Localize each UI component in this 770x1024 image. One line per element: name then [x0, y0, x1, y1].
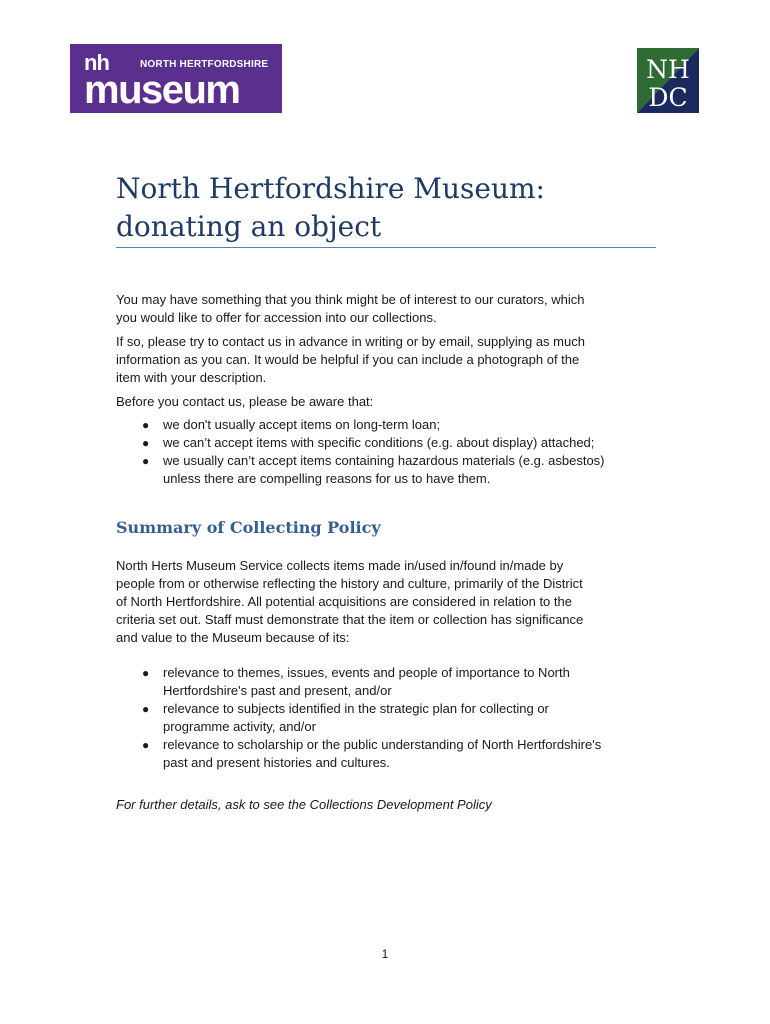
condition-3-line2: unless there are compelling reasons for us to have them.	[163, 471, 491, 486]
list-item	[116, 700, 656, 736]
condition-3-line1: we usually can’t accept items containing hazardous materials (e.g. asbestos)	[163, 453, 605, 468]
list-item	[116, 452, 656, 488]
title-underline	[116, 247, 656, 248]
nhdc-line2: DC	[648, 83, 688, 112]
policy-line4: criteria set out. Staff must demonstrate that the item or collection has significance	[116, 612, 584, 627]
further-details-note: For further details, ask to see the Collections Development Policy	[116, 797, 492, 812]
list-item	[116, 664, 656, 700]
section-heading: Summary of Collecting Policy	[116, 518, 381, 537]
criteria-list	[116, 664, 656, 772]
bullet-icon: ●	[142, 436, 150, 450]
condition-1-text: we don't usually accept items on long-term loan;	[163, 417, 441, 432]
criteria-2-line1: relevance to subjects identified in the strategic plan for collecting or	[163, 701, 549, 716]
criteria-2-line2: programme activity, and/or	[163, 719, 316, 734]
policy-line2: people from or otherwise reflecting the history and culture, primarily of the District	[116, 576, 583, 591]
bullet-icon: ●	[142, 702, 150, 716]
criteria-1-line2: Hertfordshire's past and present, and/or	[163, 683, 392, 698]
north-herts-museum-logo	[70, 44, 282, 113]
bullet-icon: ●	[142, 666, 150, 680]
intro-p1-line1: You may have something that you think might be of interest to our curators, which	[116, 292, 585, 307]
policy-line5: and value to the Museum because of its:	[116, 630, 350, 645]
intro-p1-line2: you would like to offer for accession into our collections.	[116, 310, 437, 325]
bullet-icon: ●	[142, 418, 150, 432]
page-title	[116, 170, 656, 246]
intro-p2-line3: item with your description.	[116, 370, 267, 385]
nhdc-line1: NH	[646, 55, 690, 84]
title-line-2: donating an object	[116, 210, 382, 243]
intro-p2-line1: If so, please try to contact us in advance in writing or by email, supplying as much	[116, 334, 585, 349]
conditions-list	[116, 416, 656, 488]
policy-line3: of North Hertfordshire. All potential acquisitions are considered in relation to the	[116, 594, 572, 609]
policy-line1: North Herts Museum Service collects items made in/used in/found in/made by	[116, 558, 564, 573]
intro-p2-line2: information as you can. It would be helpful if you can include a photograph of the	[116, 352, 580, 367]
logo-museum-text: museum	[84, 68, 240, 112]
policy-paragraph	[116, 557, 656, 647]
list-item	[116, 736, 656, 772]
list-item	[116, 416, 656, 434]
condition-2-text: we can’t accept items with specific conditions (e.g. about display) attached;	[163, 435, 595, 450]
intro-paragraph-3: Before you contact us, please be aware that:	[116, 394, 374, 409]
title-line-1: North Hertfordshire Museum:	[116, 172, 545, 205]
criteria-3-line1: relevance to scholarship or the public understanding of North Hertfordshire's	[163, 737, 602, 752]
logo-north-hertfordshire-text: NORTH HERTFORDSHIRE	[140, 59, 269, 70]
bullet-icon: ●	[142, 454, 150, 468]
page-number: 1	[381, 947, 389, 961]
nhdc-logo-graphic	[637, 48, 699, 113]
list-item	[116, 434, 656, 452]
intro-paragraph-1	[116, 291, 656, 327]
criteria-3-line2: past and present histories and cultures.	[163, 755, 390, 770]
logo-nh-text: nh	[84, 50, 109, 75]
nhdc-logo	[637, 48, 699, 113]
intro-paragraph-2	[116, 333, 656, 387]
criteria-1-line1: relevance to themes, issues, events and people of importance to North	[163, 665, 570, 680]
bullet-icon: ●	[142, 738, 150, 752]
